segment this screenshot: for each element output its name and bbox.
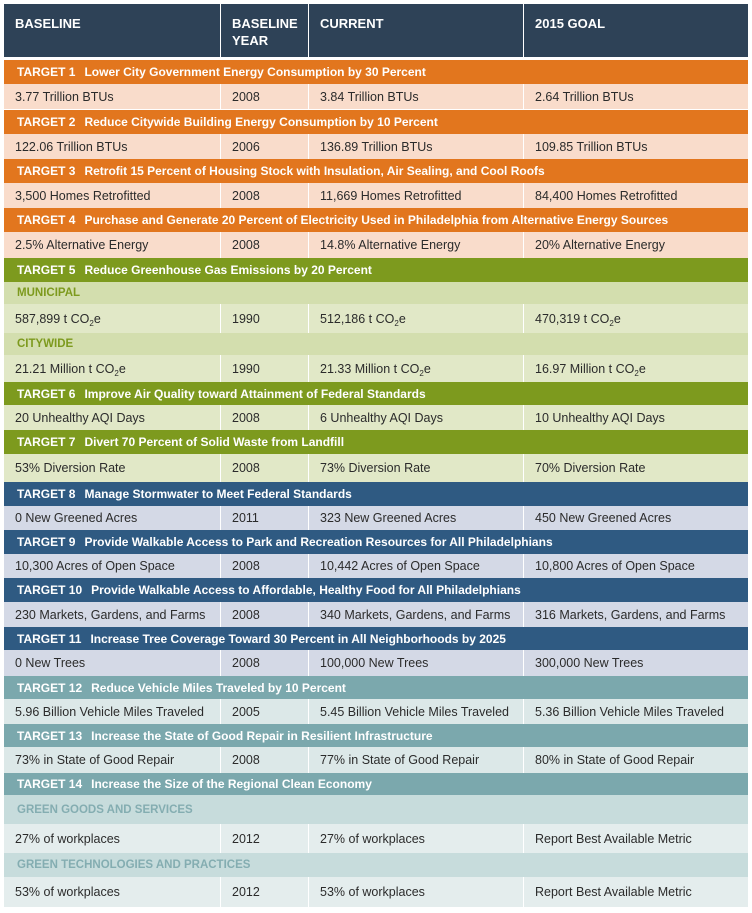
baseline-year: 2008 <box>220 232 308 258</box>
baseline-year: 1990 <box>220 304 308 333</box>
current-value: 100,000 New Trees <box>308 650 523 676</box>
baseline-year: 1990 <box>220 355 308 382</box>
target-9-title <box>4 530 748 554</box>
table-row <box>4 134 748 159</box>
current-value: 323 New Greened Acres <box>308 506 523 530</box>
current-value: 136.89 Trillion BTUs <box>308 134 523 159</box>
baseline-year: 2008 <box>220 183 308 208</box>
goal-value: 70% Diversion Rate <box>523 454 748 482</box>
baseline-value: 230 Markets, Gardens, and Farms <box>15 607 206 622</box>
goal-value: 80% in State of Good Repair <box>523 747 748 773</box>
target-title: Lower City Government Energy Consumption by 30 Percent <box>84 65 426 79</box>
header-current: CURRENT <box>308 4 523 57</box>
table-row <box>4 506 748 530</box>
target-7-title <box>4 430 748 454</box>
target-title: Reduce Vehicle Miles Traveled by 10 Percent <box>91 680 346 695</box>
goal-value: 16.97 Million t $CO_2e$ <box>523 355 748 382</box>
target-number: TARGET 12 <box>17 680 83 695</box>
table-row <box>4 304 748 333</box>
baseline-value: 53% Diversion Rate <box>15 461 126 475</box>
table-row <box>4 602 748 627</box>
current-value: 6 Unhealthy AQI Days <box>308 405 523 430</box>
target-number: TARGET 6 <box>17 386 76 401</box>
target-number: TARGET 13 <box>17 728 83 743</box>
current-value: 14.8% Alternative Energy <box>308 232 523 258</box>
target-number: TARGET 2 <box>17 115 76 129</box>
current-value: 340 Markets, Gardens, and Farms <box>308 602 523 627</box>
target-title: Improve Air Quality toward Attainment of Federal Standards <box>84 386 426 401</box>
baseline-year: 2008 <box>220 747 308 773</box>
table-row <box>4 232 748 258</box>
baseline-year: 2008 <box>220 84 308 109</box>
baseline-value: 27% of workplaces <box>15 831 120 846</box>
baseline-value: 3.77 Trillion BTUs <box>15 89 114 104</box>
baseline-year: 2008 <box>220 405 308 430</box>
target-title: Reduce Greenhouse Gas Emissions by 20 Percent <box>84 263 372 277</box>
target-title: Provide Walkable Access to Affordable, Healthy Food for All Philadelphians <box>91 583 521 597</box>
table-row <box>4 824 748 853</box>
target-number: TARGET 10 <box>17 583 83 597</box>
subheader-municipal: MUNICIPAL <box>4 282 748 304</box>
goal-value: Report Best Available Metric <box>523 824 748 853</box>
table-row <box>4 747 748 773</box>
baseline-value: 2.5% Alternative Energy <box>15 238 149 252</box>
goal-value: Report Best Available Metric <box>523 877 748 907</box>
goal-value: 84,400 Homes Retrofitted <box>523 183 748 208</box>
baseline-value: 122.06 Trillion BTUs <box>15 139 128 154</box>
goal-value: 10 Unhealthy AQI Days <box>523 405 748 430</box>
goal-value: 316 Markets, Gardens, and Farms <box>523 602 748 627</box>
current-value: 73% Diversion Rate <box>308 454 523 482</box>
baseline-value: 0 New Greened Acres <box>15 511 138 525</box>
target-1-title <box>4 60 748 84</box>
current-value: 10,442 Acres of Open Space <box>308 554 523 578</box>
header-baseline: BASELINE <box>15 16 81 31</box>
target-title: Divert 70 Percent of Solid Waste from Landfill <box>84 435 345 449</box>
current-value: 53% of workplaces <box>308 877 523 907</box>
current-value: 21.33 Million t $CO_2e$ <box>308 355 523 382</box>
target-number: TARGET 9 <box>17 535 76 549</box>
target-title: Reduce Citywide Building Energy Consumption by 10 Percent <box>84 115 438 129</box>
baseline-value: 0 New Trees <box>15 656 86 670</box>
target-number: TARGET 1 <box>17 65 76 79</box>
target-10-title <box>4 578 748 602</box>
target-title: Manage Stormwater to Meet Federal Standards <box>84 487 352 501</box>
target-number: TARGET 3 <box>17 164 76 178</box>
table-row <box>4 355 748 382</box>
baseline-year: 2008 <box>220 554 308 578</box>
baseline-year: 2012 <box>220 877 308 907</box>
baseline-value: 21.21 Million t $CO_2e$ <box>15 361 126 378</box>
subheader-green-tech: GREEN TECHNOLOGIES AND PRACTICES <box>4 853 748 877</box>
current-value: 77% in State of Good Repair <box>308 747 523 773</box>
goal-value: 470,319 t $CO_2e$ <box>523 304 748 333</box>
target-2-title <box>4 110 748 134</box>
goal-value: 10,800 Acres of Open Space <box>523 554 748 578</box>
goal-value: 5.36 Billion Vehicle Miles Traveled <box>523 699 748 724</box>
target-number: TARGET 14 <box>17 777 83 791</box>
target-title: Increase the Size of the Regional Clean Economy <box>91 777 372 791</box>
target-4-title <box>4 208 748 232</box>
goal-value: 2.64 Trillion BTUs <box>523 84 748 109</box>
target-number: TARGET 11 <box>17 631 82 646</box>
target-number: TARGET 4 <box>17 213 76 227</box>
target-title: Increase Tree Coverage Toward 30 Percent in All Neighborhoods by 2025 <box>90 631 506 646</box>
goal-value: 450 New Greened Acres <box>523 506 748 530</box>
baseline-value: 3,500 Homes Retrofitted <box>15 188 151 203</box>
target-13-title <box>4 724 748 747</box>
target-title: Purchase and Generate 20 Percent of Electricity Used in Philadelphia from Alternative Energy Sources <box>84 213 669 227</box>
baseline-year: 2012 <box>220 824 308 853</box>
table-row <box>4 84 748 109</box>
subheader-citywide: CITYWIDE <box>4 333 748 355</box>
table-row <box>4 877 748 907</box>
baseline-value: 73% in State of Good Repair <box>15 753 175 767</box>
target-12-title <box>4 676 748 699</box>
table-row <box>4 454 748 482</box>
current-value: 11,669 Homes Retrofitted <box>308 183 523 208</box>
current-value: 512,186 t $CO_2e$ <box>308 304 523 333</box>
table-row <box>4 650 748 676</box>
baseline-year: 2008 <box>220 602 308 627</box>
table-row <box>4 699 748 724</box>
target-11-title <box>4 627 748 650</box>
current-value: 27% of workplaces <box>308 824 523 853</box>
target-3-title <box>4 159 748 183</box>
target-5-title <box>4 258 748 282</box>
baseline-year: 2006 <box>220 134 308 159</box>
current-value: 5.45 Billion Vehicle Miles Traveled <box>308 699 523 724</box>
target-title: Provide Walkable Access to Park and Recreation Resources for All Philadelphians <box>84 535 553 549</box>
target-14-title <box>4 773 748 795</box>
table-header <box>4 4 748 57</box>
baseline-value: 20 Unhealthy AQI Days <box>15 410 145 425</box>
baseline-year: 2008 <box>220 650 308 676</box>
target-8-title <box>4 482 748 506</box>
target-number: TARGET 8 <box>17 487 76 501</box>
table-row <box>4 183 748 208</box>
goal-value: 109.85 Trillion BTUs <box>523 134 748 159</box>
header-baseline-year: BASELINE YEAR <box>220 4 308 57</box>
baseline-value: 10,300 Acres of Open Space <box>15 559 175 573</box>
table-row <box>4 405 748 430</box>
goal-value: 300,000 New Trees <box>523 650 748 676</box>
target-6-title <box>4 382 748 405</box>
table-row <box>4 554 748 578</box>
baseline-value: 587,899 t $CO_2e$ <box>15 311 101 328</box>
current-value: 3.84 Trillion BTUs <box>308 84 523 109</box>
target-number: TARGET 7 <box>17 435 76 449</box>
target-number: TARGET 5 <box>17 263 76 277</box>
target-title: Increase the State of Good Repair in Resilient Infrastructure <box>91 728 433 743</box>
baseline-year: 2005 <box>220 699 308 724</box>
baseline-value: 5.96 Billion Vehicle Miles Traveled <box>15 704 204 719</box>
baseline-value: 53% of workplaces <box>15 885 120 899</box>
subheader-green-goods: GREEN GOODS AND SERVICES <box>4 795 748 824</box>
baseline-year: 2008 <box>220 454 308 482</box>
target-title: Retrofit 15 Percent of Housing Stock with Insulation, Air Sealing, and Cool Roofs <box>84 164 545 178</box>
baseline-year: 2011 <box>220 506 308 530</box>
goal-value: 20% Alternative Energy <box>523 232 748 258</box>
header-goal: 2015 GOAL <box>523 4 748 57</box>
